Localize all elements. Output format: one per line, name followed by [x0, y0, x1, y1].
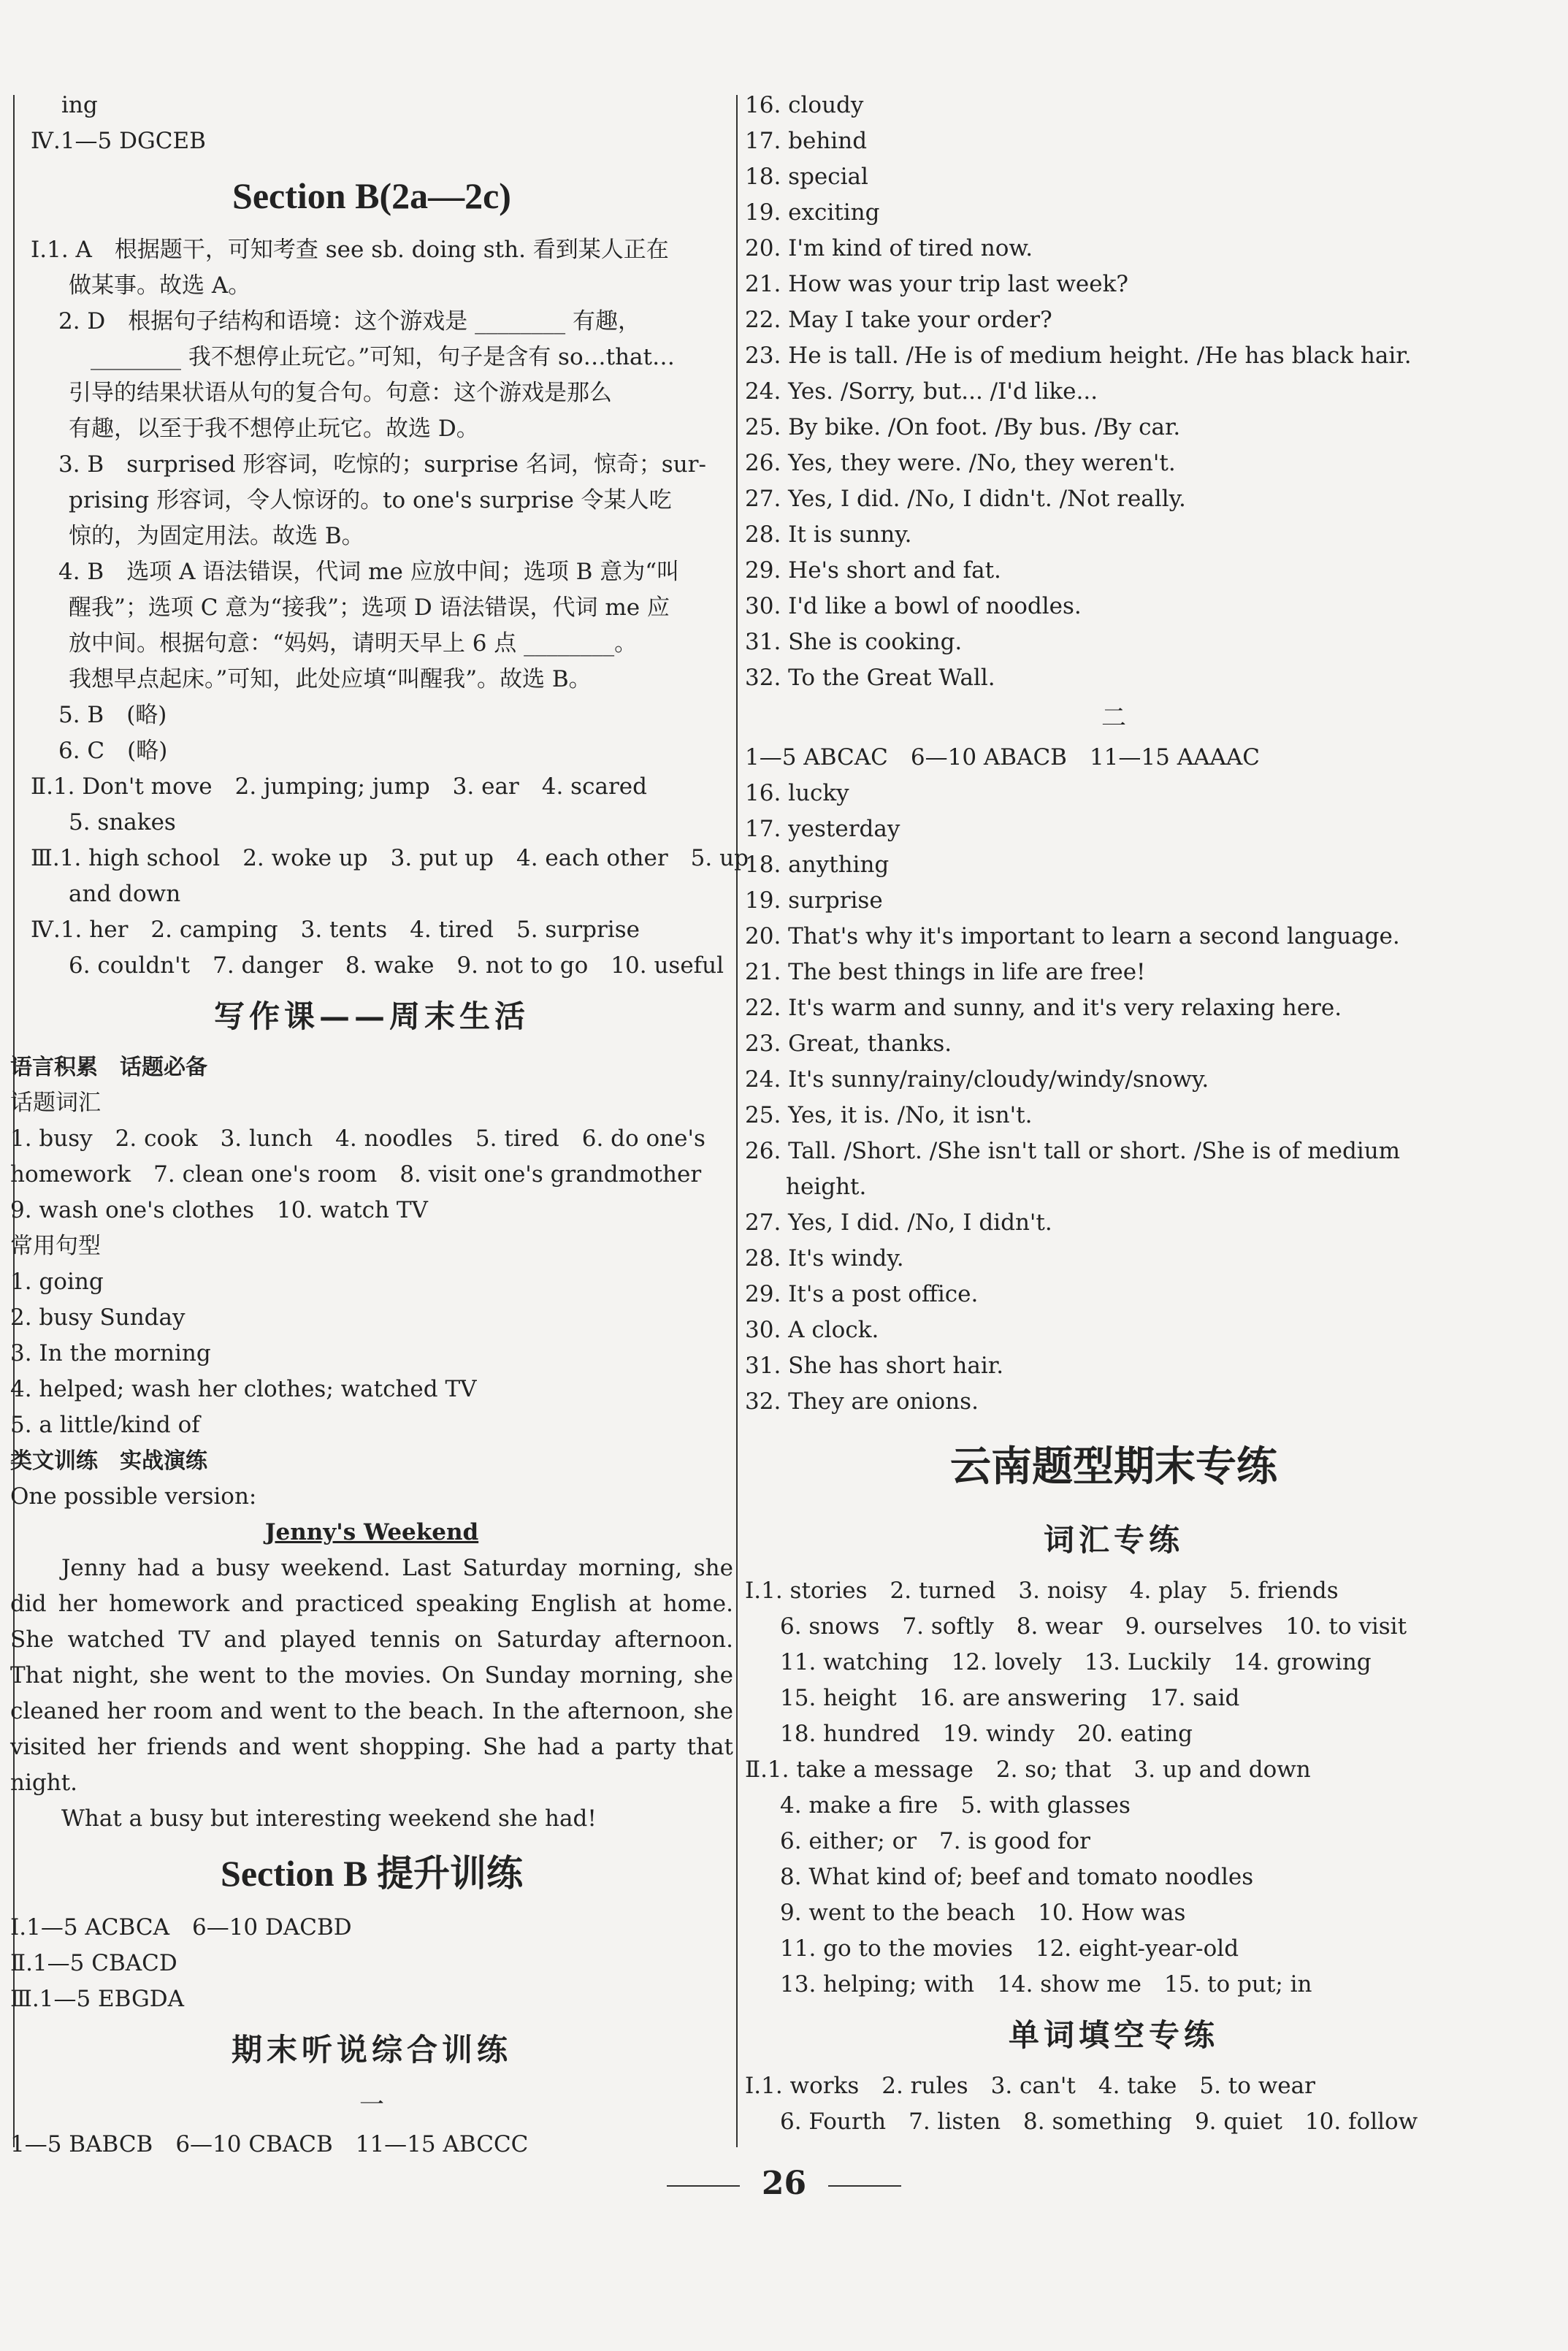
- answer-line: 28. It's windy.: [745, 1245, 904, 1272]
- answer-line: and down: [69, 881, 181, 907]
- answer-line: 22. May I take your order?: [745, 307, 1052, 333]
- answer-line: 2. busy Sunday: [10, 1304, 186, 1331]
- answer-line: 1—5 BABCB 6—10 CBACB 11—15 ABCCC: [10, 2131, 529, 2157]
- answer-list: [745, 1573, 1483, 2003]
- answer-line: Ⅰ.1. stories 2. turned 3. noisy 4. play 5. friends: [745, 1578, 1339, 1604]
- subheading: 一: [359, 2090, 384, 2119]
- section-title: 单词填空专练: [1008, 2017, 1219, 2053]
- answer-line: 20. That's why it's important to learn a second language.: [745, 923, 1400, 949]
- answer-line: 13. helping; with 14. show me 15. to put; in: [780, 1971, 1312, 1998]
- subheading: 话题词汇: [10, 1090, 101, 1116]
- text-line: Ⅳ.1—5 DGCEB: [31, 128, 206, 154]
- answer-line: prising 形容词，令人惊讶的。to one's surprise 令某人吃: [69, 487, 672, 513]
- answer-line: homework 7. clean one's room 8. visit one's grandmother: [10, 1161, 702, 1188]
- answer-line: 5. B (略): [58, 702, 167, 728]
- answer-line: ________ 我不想停止玩它。”可知，句子是含有 so…that…: [91, 344, 675, 370]
- answer-line: 6. either; or 7. is good for: [780, 1828, 1090, 1854]
- subheading: 语言积累 话题必备: [10, 1055, 207, 1080]
- text-line: One possible version:: [10, 1483, 257, 1510]
- answer-line: 1. going: [10, 1269, 104, 1295]
- subheading: 类文训练 实战演练: [10, 1448, 207, 1474]
- answer-line: 28. It is sunny.: [745, 521, 912, 548]
- answer-list: [745, 2068, 1483, 2140]
- answer-line: 有趣，以至于我不想停止玩它。故选 D。: [69, 416, 479, 442]
- answer-line: 24. Yes. /Sorry, but... /I'd like...: [745, 378, 1098, 405]
- answer-line: 6. snows 7. softly 8. wear 9. ourselves 10. to visit: [780, 1613, 1407, 1640]
- section-title: Section B(2a—2c): [232, 175, 511, 216]
- answer-line: height.: [786, 1174, 867, 1200]
- answer-line: 9. went to the beach 10. How was: [780, 1900, 1186, 1926]
- answer-line: 31. She has short hair.: [745, 1353, 1004, 1379]
- answer-line: 20. I'm kind of tired now.: [745, 235, 1033, 261]
- answer-line: 32. To the Great Wall.: [745, 665, 995, 691]
- answer-line: 5. snakes: [69, 809, 176, 836]
- answer-line: 15. height 16. are answering 17. said: [780, 1685, 1240, 1711]
- answer-line: 29. It's a post office.: [745, 1281, 979, 1307]
- right-column: [745, 88, 1483, 2140]
- answer-line: 27. Yes, I did. /No, I didn't.: [745, 1209, 1052, 1236]
- text-line: ing: [61, 92, 98, 118]
- answer-line: 惊的，为固定用法。故选 B。: [69, 523, 364, 549]
- answer-line: 1—5 ABCAC 6—10 ABACB 11—15 AAAAC: [745, 744, 1260, 771]
- answer-line: 29. He's short and fat.: [745, 557, 1001, 584]
- section-title: 写作课——周末生活: [213, 998, 529, 1034]
- answer-line: 18. anything: [745, 852, 890, 878]
- answer-line: 3. In the morning: [10, 1340, 211, 1366]
- answer-line: Ⅲ.1—5 EBGDA: [10, 1986, 185, 2012]
- column-divider: [736, 95, 738, 2147]
- page-number-rule: [667, 2185, 740, 2187]
- section-title: 期末听说综合训练: [231, 2032, 512, 2068]
- answer-line: 25. By bike. /On foot. /By bus. /By car.: [745, 414, 1181, 440]
- answer-line: 16. lucky: [745, 780, 849, 806]
- answer-line: 23. He is tall. /He is of medium height. /He has black hair.: [745, 343, 1412, 369]
- page-number-text: 26: [761, 2165, 807, 2202]
- answer-line: 24. It's sunny/rainy/cloudy/windy/snowy.: [745, 1066, 1209, 1093]
- subheading: 常用句型: [10, 1233, 101, 1259]
- answer-line: 31. She is cooking.: [745, 629, 963, 655]
- answer-line: 8. What kind of; beef and tomato noodles: [780, 1864, 1254, 1890]
- essay-paragraph: What a busy but interesting weekend she had!: [61, 1805, 597, 1832]
- answer-line: 2. D 根据句子结构和语境：这个游戏是 ________ 有趣，: [58, 308, 640, 335]
- answer-line: 醒我”；选项 C 意为“接我”；选项 D 语法错误，代词 me 应: [69, 595, 670, 621]
- answer-line: 16. cloudy: [745, 92, 864, 118]
- answer-line: Ⅳ.1. her 2. camping 3. tents 4. tired 5. surprise: [31, 917, 640, 943]
- answer-line: 4. make a fire 5. with glasses: [780, 1792, 1131, 1819]
- answer-line: 27. Yes, I did. /No, I didn't. /Not really.: [745, 486, 1186, 512]
- answer-line: 9. wash one's clothes 10. watch TV: [10, 1197, 428, 1223]
- section-title: Section B 提升训练: [221, 1853, 523, 1894]
- answer-line: 19. surprise: [745, 887, 883, 914]
- answer-line: Ⅰ.1—5 ACBCA 6—10 DACBD: [10, 1914, 352, 1941]
- answer-line: Ⅰ.1. A 根据题干，可知考查 see sb. doing sth. 看到某人正在: [31, 237, 669, 263]
- essay-paragraph: Jenny had a busy weekend. Last Saturday morning, she did her homework and practiced speaking English at home. She watched TV and played tennis on Saturday afternoon. That night, she went to the movies. On Sunday morning, she cleaned her room and went to the beach. In the afternoon, she visited her friends and went shopping. She had a party that night.: [10, 1555, 733, 1796]
- answer-list: [745, 88, 1483, 696]
- answer-line: Ⅱ.1. Don't move 2. jumping; jump 3. ear 4. scared: [31, 773, 647, 800]
- answer-line: 21. The best things in life are free!: [745, 959, 1146, 985]
- answer-line: 18. special: [745, 164, 868, 190]
- answer-line: Ⅱ.1. take a message 2. so; that 3. up and down: [745, 1756, 1311, 1783]
- left-column: [10, 88, 749, 2163]
- answer-line: 6. couldn't 7. danger 8. wake 9. not to go 10. useful: [69, 952, 724, 979]
- answer-line: 17. behind: [745, 128, 868, 154]
- answer-line: 放中间。根据句意：“妈妈，请明天早上 6 点 ________。: [69, 630, 638, 657]
- answer-line: 17. yesterday: [745, 816, 900, 842]
- answer-line: 4. helped; wash her clothes; watched TV: [10, 1376, 477, 1402]
- answer-line: 我想早点起床。”可知，此处应填“叫醒我”。故选 B。: [69, 666, 592, 692]
- answer-line: 引导的结果状语从句的复合句。句意：这个游戏是那么: [69, 380, 612, 406]
- answer-line: Ⅲ.1. high school 2. woke up 3. put up 4. each other 5. up: [31, 845, 749, 871]
- answer-line: 32. They are onions.: [745, 1388, 979, 1415]
- answer-line: 26. Yes, they were. /No, they weren't.: [745, 450, 1176, 476]
- answer-line: 21. How was your trip last week?: [745, 271, 1128, 297]
- answer-line: Ⅱ.1—5 CBACD: [10, 1950, 177, 1976]
- page-number: [0, 2162, 1568, 2206]
- answer-line: 30. I'd like a bowl of noodles.: [745, 593, 1082, 619]
- answer-line: 1. busy 2. cook 3. lunch 4. noodles 5. tired 6. do one's: [10, 1125, 705, 1152]
- answer-line: 22. It's warm and sunny, and it's very relaxing here.: [745, 995, 1342, 1021]
- answer-list: [745, 776, 1483, 1420]
- section-title: 词汇专练: [1043, 1522, 1184, 1558]
- answer-line: 23. Great, thanks.: [745, 1031, 952, 1057]
- subheading: 二: [1101, 703, 1126, 733]
- essay-title: Jenny's Weekend: [264, 1519, 479, 1545]
- answer-line: 4. B 选项 A 语法错误，代词 me 应放中间；选项 B 意为“叫: [58, 559, 680, 585]
- answer-line: 3. B surprised 形容词，吃惊的；surprise 名词，惊奇；sur-: [58, 451, 706, 478]
- section-title: 云南题型期末专练: [950, 1443, 1277, 1491]
- answer-line: 5. a little/kind of: [10, 1412, 200, 1438]
- answer-line: 6. Fourth 7. listen 8. something 9. quiet 10. follow: [780, 2109, 1418, 2135]
- answer-line: 11. watching 12. lovely 13. Luckily 14. growing: [780, 1649, 1372, 1675]
- answer-line: 6. C (略): [58, 738, 168, 764]
- answer-line: 19. exciting: [745, 199, 880, 226]
- answer-line: 25. Yes, it is. /No, it isn't.: [745, 1102, 1033, 1128]
- answer-line: 26. Tall. /Short. /She isn't tall or short. /She is of medium: [745, 1138, 1401, 1164]
- answer-line: Ⅰ.1. works 2. rules 3. can't 4. take 5. to wear: [745, 2073, 1315, 2099]
- answer-line: 11. go to the movies 12. eight-year-old: [780, 1935, 1239, 1962]
- answer-line: 30. A clock.: [745, 1317, 879, 1343]
- answer-line: 18. hundred 19. windy 20. eating: [780, 1721, 1193, 1747]
- page-number-rule: [828, 2185, 901, 2187]
- answer-line: 做某事。故选 A。: [69, 272, 251, 299]
